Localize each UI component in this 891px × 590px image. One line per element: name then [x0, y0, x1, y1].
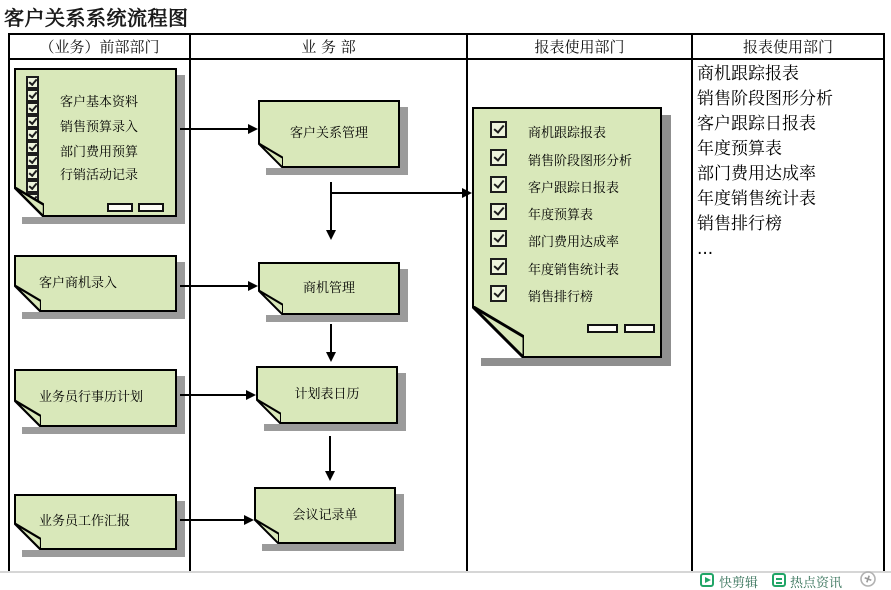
arrow-right-icon [246, 390, 256, 400]
process-label: 客户关系管理 [289, 126, 368, 141]
report-line: 部门费用达成率 [697, 164, 816, 184]
arrow-down-icon [326, 352, 336, 362]
folded-corner-icon [14, 400, 41, 427]
note-salesman-work-report [14, 494, 177, 550]
arrow-right-icon [248, 281, 258, 291]
note-label: 业务员行事历计划 [39, 390, 144, 405]
checkbox-icon [26, 115, 39, 128]
arrow-right-icon [462, 188, 472, 198]
arrow-down-icon [325, 471, 335, 481]
checkbox-icon [490, 176, 507, 193]
header-bottom-border [8, 58, 885, 60]
checkbox-icon [490, 121, 507, 138]
note-opportunity-entry [14, 255, 177, 312]
connector-line [180, 285, 248, 287]
grid-line-right [883, 33, 885, 571]
report-item: 部门费用达成率 [528, 235, 620, 250]
process-box-meeting-record [254, 487, 396, 544]
report-item: 年度销售统计表 [528, 263, 620, 278]
process-box-crm [258, 100, 400, 168]
quick-clip-button[interactable]: 快剪辑 [719, 576, 759, 590]
checkbox-icon [26, 154, 39, 167]
play-icon [705, 577, 711, 583]
checkbox-icon [490, 203, 507, 220]
process-label: 计划表日历 [294, 387, 360, 402]
grid-line-col2 [466, 33, 468, 571]
table-top-border [8, 33, 885, 35]
folded-corner-icon [472, 306, 524, 358]
report-line: 销售排行榜 [697, 214, 782, 234]
hot-news-button[interactable]: 热点资讯 [790, 576, 843, 590]
page-title: 客户关系系统流程图 [4, 6, 189, 30]
note-item: 客户基本资料 [60, 95, 139, 110]
connector-line [329, 436, 331, 471]
report-line: 年度销售统计表 [697, 189, 816, 209]
checkbox-icon [26, 141, 39, 154]
note-item: 部门费用预算 [60, 145, 139, 160]
arrow-right-icon [244, 515, 254, 525]
process-box-schedule-calendar [256, 366, 398, 424]
floating-widget-icon[interactable] [859, 570, 877, 588]
connector-line [180, 394, 246, 396]
report-item: 年度预算表 [528, 208, 594, 223]
news-line-icon [776, 582, 782, 584]
report-text-list [697, 62, 883, 262]
arrow-right-icon [248, 124, 258, 134]
connector-line [180, 519, 244, 521]
report-line: 销售阶段图形分析 [697, 89, 833, 109]
quick-clip-icon[interactable] [700, 573, 714, 587]
news-line-icon [776, 578, 782, 580]
lane-header-report-dept-2: 报表使用部门 [742, 38, 833, 56]
note-item: 销售预算录入 [60, 120, 139, 135]
note-report-list [472, 107, 662, 358]
button-placeholder [138, 203, 164, 212]
note-label: 业务员工作汇报 [39, 514, 131, 529]
folded-corner-icon [14, 523, 41, 550]
checkbox-icon [26, 167, 39, 180]
checkbox-icon [490, 230, 507, 247]
note-input-forms [14, 68, 177, 217]
process-label: 会议记录单 [292, 508, 358, 523]
checkbox-icon [490, 285, 507, 302]
process-box-opportunity-mgmt [258, 262, 400, 315]
checkbox-icon [26, 89, 39, 102]
checkbox-icon [490, 258, 507, 275]
checkbox-icon [490, 149, 507, 166]
grid-line-col3 [691, 33, 693, 571]
report-item: 销售阶段图形分析 [528, 154, 633, 169]
note-label: 客户商机录入 [39, 276, 118, 291]
grid-line-left [8, 33, 10, 571]
report-line: 客户跟踪日报表 [697, 114, 816, 134]
folded-corner-icon [258, 143, 283, 168]
connector-line [331, 192, 462, 194]
connector-line [330, 182, 332, 230]
folded-corner-icon [258, 290, 283, 315]
folded-corner-icon [254, 519, 279, 544]
button-placeholder [624, 324, 655, 333]
lane-header-front-dept: （业务）前部部门 [39, 38, 160, 56]
checkbox-icon [26, 128, 39, 141]
button-placeholder [107, 203, 133, 212]
report-item: 客户跟踪日报表 [528, 181, 620, 196]
note-item: 行销活动记录 [60, 168, 139, 183]
report-line: 年度预算表 [697, 139, 782, 159]
note-salesman-calendar-plan [14, 369, 177, 427]
process-label: 商机管理 [302, 281, 355, 296]
connector-line [330, 324, 332, 352]
arrow-down-icon [326, 230, 336, 240]
hot-news-icon[interactable] [772, 573, 786, 587]
lane-header-report-dept-1: 报表使用部门 [534, 38, 625, 56]
grid-line-col1 [189, 33, 191, 571]
report-item: 商机跟踪报表 [528, 126, 607, 141]
connector-line [180, 128, 250, 130]
lane-header-business-dept: 业 务 部 [301, 38, 356, 56]
report-line: ... [697, 239, 714, 259]
checkbox-icon [26, 76, 39, 89]
folded-corner-icon [256, 399, 281, 424]
report-item: 销售排行榜 [528, 290, 594, 305]
folded-corner-icon [14, 285, 41, 312]
report-line: 商机跟踪报表 [697, 64, 799, 84]
button-placeholder [587, 324, 618, 333]
checkbox-icon [26, 102, 39, 115]
folded-corner-icon [14, 187, 44, 217]
